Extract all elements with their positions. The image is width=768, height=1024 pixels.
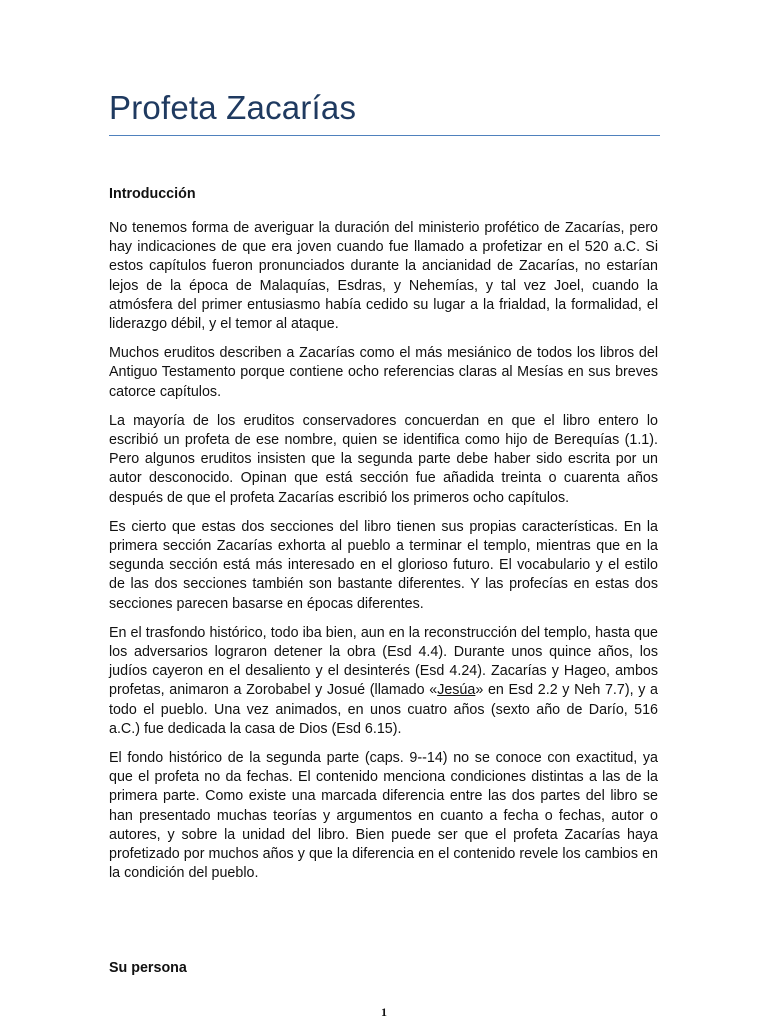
page-title: Profeta Zacarías [109, 89, 357, 126]
intro-heading: Introducción [109, 186, 196, 202]
page-number: 1 [381, 1005, 387, 1019]
paragraph-3: La mayoría de los eruditos conservadores concuerdan en que el libro entero lo escribió un profeta de ese nombre, quien se identifica como hijo de Berequías (1.1). Pero algunos eruditos insisten que la segunda parte debe haber sido escrita por un autor desconocido. Opinan que está sección fue añadida treinta o cuarenta años después de que el profeta Zacarías escribió los primeros ocho capítulos. [109, 412, 658, 506]
paragraph-1: No tenemos forma de averiguar la duración del ministerio profético de Zacarías, pero hay indicaciones de que era joven cuando fue llamado a profetizar en el 520 a.C. Si estos capítulos fueron pronunciados durante la ancianidad de Zacarías, no estarían lejos de la época de Malaquías, Esdras, y Nehemías, y tal vez Joel, cuando la atmósfera del primer entusiasmo había cedido su lugar a la frialdad, la formalidad, el liderazgo débil, y el temor al ataque. [109, 220, 658, 333]
intro-body [109, 219, 658, 894]
paragraph-4: Es cierto que estas dos secciones del libro tienen sus propias características. En la primera sección Zacarías exhorta al pueblo a terminar el templo, mientras que en la segunda sección está más interesado en el glorioso futuro. El vocabulario y el estilo de las dos secciones también son bastante diferentes. Y las profecías en estas dos secciones parecen basarse en épocas diferentes. [109, 518, 658, 612]
paragraph-5-text-start: En el trasfondo histórico, todo iba bien, aun en la reconstrucción del templo, hasta que los adversarios lograron detener la obra (Esd 4.4). Durante unos quince años, los judíos cayeron en el desaliento y el desinterés (Esd 4.24). Zacarías y Hageo, ambos profetas, animaron a Zorobabel y Josué (llamado « [109, 624, 658, 699]
title-underline-rule [109, 135, 660, 136]
paragraph-5-text-end: » en Esd 2.2 y Neh 7.7), y a todo el pueblo. Una vez animados, en unos cuatro años (sexto año de Darío, 516 a.C.) fue dedicada la casa de Dios (Esd 6.15). [109, 682, 658, 737]
jesua-underlined-term: Jesúa [437, 682, 476, 699]
paragraph-5 [109, 624, 658, 739]
paragraph-2: Muchos eruditos describen a Zacarías como el más mesiánico de todos los libros del Antiguo Testamento porque contiene ocho referencias claras al Mesías en sus breves catorce capítulos. [109, 345, 658, 400]
paragraph-6: El fondo histórico de la segunda parte (caps. 9--14) no se conoce con exactitud, ya que el profeta no da fechas. El contenido menciona condiciones distintas a las de la primera parte. Como existe una marcada diferencia entre las dos partes del libro se han presentado muchas teorías y argumentos en cuanto a fecha o fechas, autor o autores, y sobre la unidad del libro. Bien puede ser que el profeta Zacarías haya profetizado por muchos años y que la diferencia en el contenido revele los cambios en la condición del pueblo. [109, 750, 658, 882]
su-persona-heading: Su persona [109, 960, 187, 976]
